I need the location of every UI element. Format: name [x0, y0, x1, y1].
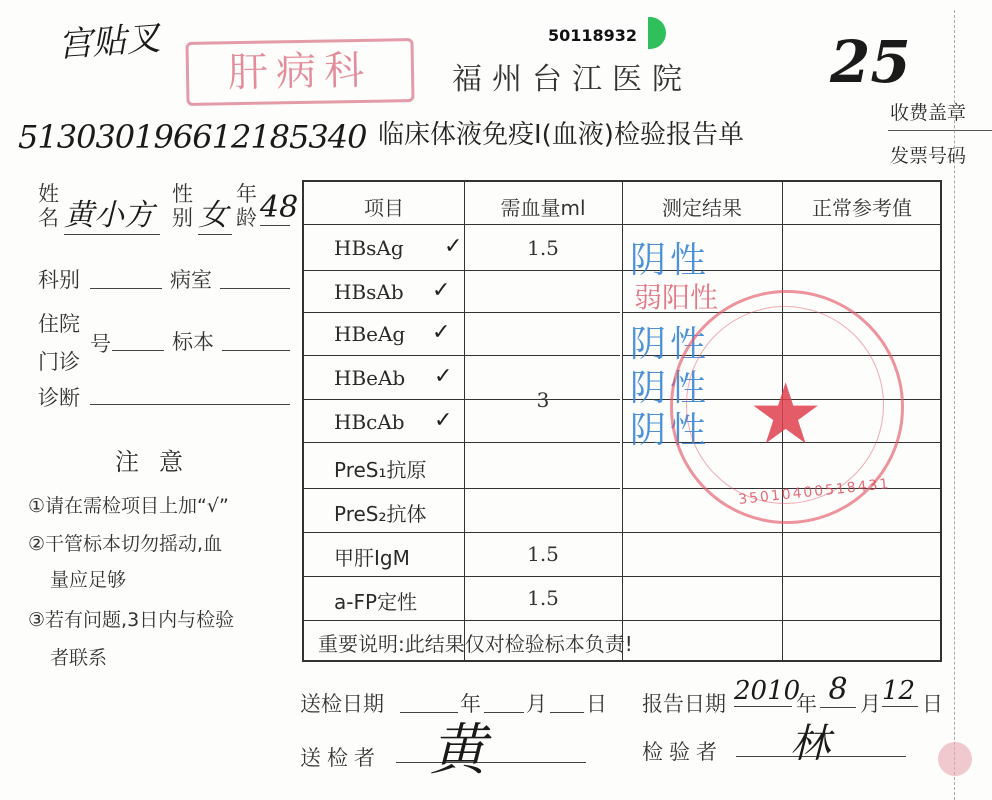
row-divider — [304, 355, 620, 356]
report-day-label: 日 — [922, 692, 943, 716]
note-line-3b: 者联系 — [50, 647, 108, 669]
sender-field — [396, 762, 586, 763]
age-label — [236, 182, 257, 230]
id-number-handwritten: 513030196612185340 — [18, 118, 367, 156]
col-divider — [622, 182, 623, 660]
sex-label — [172, 182, 193, 230]
table-row-item: PreS₂抗体 — [334, 502, 427, 526]
name-value: 黄小方 — [64, 190, 160, 235]
invoice-number-label: 发票号码 — [890, 145, 967, 167]
result-hbeag: 阴性 — [630, 324, 711, 365]
report-date-label: 报告日期 — [642, 692, 726, 716]
table-row-item: HBeAb — [334, 366, 406, 390]
right-dashed-border — [954, 10, 955, 800]
note-line-2b: 量应足够 — [50, 569, 127, 591]
row-divider — [304, 620, 940, 621]
table-row-item: HBeAg — [334, 322, 406, 346]
table-row-item: a-FP定性 — [334, 590, 418, 614]
specimen-label: 标本 — [172, 330, 214, 354]
age-label-top: 年 — [236, 182, 257, 206]
row-divider — [304, 312, 620, 313]
specimen-field — [222, 350, 290, 351]
table-row-item: HBcAb — [334, 410, 405, 434]
age-value: 48 — [260, 190, 299, 225]
report-year-value: 2010 — [734, 676, 801, 706]
note-line-2a: ②干管标本切勿摇动,血 — [28, 533, 223, 555]
check-mark-icon: ✓ — [434, 364, 453, 389]
table-row-item: PreS₁抗原 — [334, 458, 427, 482]
fee-divider — [888, 130, 992, 131]
check-mark-icon: ✓ — [434, 408, 453, 433]
seal-code: 35010400518431 — [737, 476, 892, 508]
notes-title: 注意 — [115, 448, 203, 476]
table-row-item: HBsAb — [334, 280, 404, 304]
sex-label-bottom: 别 — [172, 206, 193, 230]
sender-signature: 黄 — [430, 718, 486, 783]
check-mark-icon: ✓ — [444, 234, 463, 259]
send-month-label: 月 — [526, 692, 547, 716]
diagnosis-field — [90, 404, 290, 405]
row-divider — [304, 488, 620, 489]
send-day-label: 日 — [586, 692, 607, 716]
hospital-name: 福州台江医院 — [452, 62, 692, 97]
department-stamp: 肝病科 — [185, 38, 414, 106]
volume-afp: 1.5 — [527, 586, 559, 610]
send-day-field — [550, 712, 584, 713]
check-mark-icon: ✓ — [432, 278, 451, 303]
note-line-1: ①请在需检项目上加“√” — [28, 495, 229, 517]
header-volume: 需血量ml — [500, 196, 586, 220]
corner-handwriting: 宫贴叉 — [56, 18, 162, 66]
inpatient-label: 住院 — [38, 312, 80, 336]
green-tab-marker — [648, 17, 666, 49]
header-item: 项目 — [364, 196, 404, 220]
sender-label: 送检者 — [300, 746, 381, 770]
report-month-label: 月 — [860, 692, 881, 716]
department-label: 科别 — [38, 268, 80, 292]
volume-hbsag: 1.5 — [527, 236, 559, 260]
sex-value: 女 — [198, 190, 232, 235]
name-label — [38, 182, 59, 230]
result-hbcab: 阴性 — [630, 410, 711, 451]
table-row-item: 甲肝IgM — [334, 546, 410, 570]
result-hbeab: 阴性 — [630, 368, 711, 409]
handwritten-number: 25 — [830, 28, 911, 96]
header-reference: 正常参考值 — [812, 196, 912, 220]
report-day-value: 12 — [882, 676, 918, 707]
row-divider — [304, 270, 940, 271]
send-month-field — [484, 712, 524, 713]
row-divider — [304, 532, 940, 533]
report-year-label: 年 — [796, 692, 817, 716]
note-line-3a: ③若有问题,3日内与检验 — [28, 609, 235, 631]
tester-signature: 林 — [790, 721, 830, 767]
diagnosis-label: 诊断 — [38, 386, 80, 410]
tester-label: 检验者 — [642, 740, 723, 764]
volume-group: 3 — [536, 388, 550, 412]
ward-field — [220, 288, 290, 289]
serial-number: 50118932 — [548, 26, 638, 45]
ward-label: 病室 — [170, 268, 212, 292]
fee-seal-label: 收费盖章 — [890, 102, 967, 124]
sex-label-top: 性 — [172, 182, 193, 206]
table-row-item: HBsAg — [334, 236, 404, 260]
row-divider — [304, 576, 940, 577]
result-hbsab: 弱阳性 — [634, 281, 719, 314]
row-divider — [304, 224, 940, 225]
age-label-bottom: 龄 — [236, 206, 257, 230]
corner-stamp — [938, 742, 972, 776]
report-title: 临床体液免疫I(血液)检验报告单 — [378, 120, 744, 150]
header-result: 测定结果 — [662, 196, 742, 220]
department-field — [90, 288, 162, 289]
name-label-bottom: 名 — [38, 206, 59, 230]
outpatient-label: 门诊 — [38, 350, 80, 374]
table-footnote: 重要说明:此结果仅对检验标本负责! — [318, 632, 633, 656]
number-label: 号 — [90, 332, 111, 356]
number-field — [112, 350, 164, 351]
send-date-label: 送检日期 — [300, 692, 384, 716]
row-divider — [304, 442, 620, 443]
name-label-top: 姓 — [38, 182, 59, 206]
seal-star-icon: ★ — [748, 365, 824, 463]
result-hbsag: 阴性 — [630, 240, 711, 281]
report-month-value: 8 — [820, 672, 856, 708]
send-year-label: 年 — [460, 692, 481, 716]
check-mark-icon: ✓ — [432, 320, 451, 345]
volume-hav-igm: 1.5 — [527, 542, 559, 566]
